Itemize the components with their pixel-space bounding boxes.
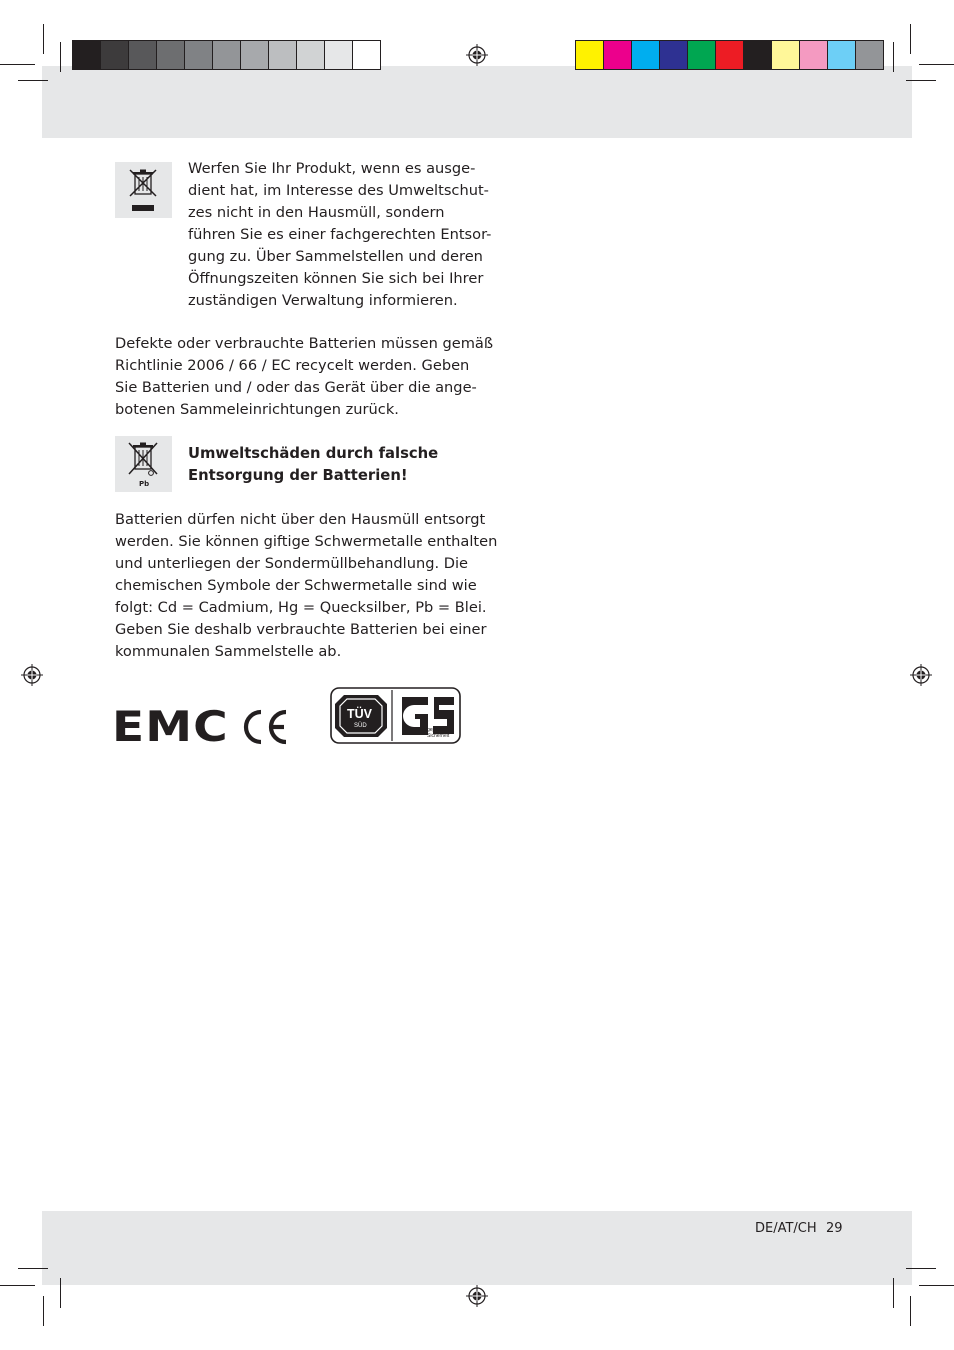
color-swatch bbox=[659, 40, 688, 70]
color-swatch bbox=[687, 40, 716, 70]
pb-label: Pb bbox=[139, 480, 150, 488]
crop-mark bbox=[919, 64, 954, 65]
color-swatch bbox=[72, 40, 101, 70]
registration-mark-icon bbox=[21, 664, 43, 686]
warning-title-line: Entsorgung der Batterien! bbox=[188, 467, 408, 484]
color-swatch bbox=[268, 40, 297, 70]
battery-warning-title bbox=[188, 443, 438, 487]
text-line: Richtlinie 2006 / 66 / EC recycelt werden. Geben bbox=[115, 357, 470, 374]
page-number: 29 bbox=[826, 1221, 843, 1236]
crop-mark bbox=[60, 1278, 61, 1308]
crop-mark bbox=[906, 80, 936, 81]
color-swatch bbox=[575, 40, 604, 70]
tuv-text: TÜV bbox=[347, 707, 372, 721]
grayscale-color-bar bbox=[72, 40, 380, 70]
color-swatch bbox=[296, 40, 325, 70]
color-swatch bbox=[603, 40, 632, 70]
color-swatch bbox=[855, 40, 884, 70]
text-line: zuständigen Verwaltung informieren. bbox=[188, 292, 458, 309]
battery-recycling-text bbox=[115, 333, 493, 421]
text-line: zes nicht in den Hausmüll, sondern bbox=[188, 204, 445, 221]
color-swatch bbox=[771, 40, 800, 70]
text-line: botenen Sammeleinrichtungen zurück. bbox=[115, 401, 399, 418]
crop-mark bbox=[0, 64, 35, 65]
gs-text bbox=[330, 687, 331, 688]
text-line: Geben Sie deshalb verbrauchte Batterien bei einer bbox=[115, 621, 487, 638]
crop-mark bbox=[0, 1285, 35, 1286]
ce-mark bbox=[240, 709, 290, 745]
crop-mark bbox=[910, 24, 911, 54]
text-line: führen Sie es einer fachgerechten Entsor- bbox=[188, 226, 492, 243]
disposal-icon-box bbox=[115, 162, 172, 218]
header-band bbox=[42, 66, 912, 138]
text-line: kommunalen Sammelstelle ab. bbox=[115, 643, 342, 660]
footer-region: DE/AT/CH bbox=[755, 1221, 817, 1236]
registration-mark-icon bbox=[910, 664, 932, 686]
color-swatch bbox=[184, 40, 213, 70]
text-line: und unterliegen der Sondermüllbehandlung. Die bbox=[115, 555, 469, 572]
text-line: Sie Batterien und / oder das Gerät über die ange- bbox=[115, 379, 477, 396]
crop-mark bbox=[60, 42, 61, 72]
battery-warning-icon-box bbox=[115, 436, 172, 492]
text-line: Öffnungszeiten können Sie sich bei Ihrer bbox=[188, 270, 484, 287]
tuv-gs-mark bbox=[330, 687, 461, 744]
disposal-text bbox=[188, 158, 491, 312]
process-color-bar bbox=[575, 40, 883, 70]
crossed-bin-icon bbox=[115, 162, 172, 218]
text-line: chemischen Symbole der Schwermetalle sind wie bbox=[115, 577, 477, 594]
color-swatch bbox=[352, 40, 381, 70]
gs-caption-2: Sicherheit bbox=[427, 733, 450, 739]
crop-mark bbox=[910, 1296, 911, 1326]
crop-mark bbox=[906, 1268, 936, 1269]
color-swatch bbox=[100, 40, 129, 70]
color-swatch bbox=[715, 40, 744, 70]
crop-mark bbox=[18, 1268, 48, 1269]
text-line: Batterien dürfen nicht über den Hausmüll entsorgt bbox=[115, 511, 486, 528]
crop-mark bbox=[893, 1278, 894, 1308]
color-swatch bbox=[324, 40, 353, 70]
registration-mark-icon bbox=[466, 44, 488, 66]
color-swatch bbox=[827, 40, 856, 70]
sud-text: SÜD bbox=[354, 723, 367, 729]
color-swatch bbox=[128, 40, 157, 70]
color-swatch bbox=[240, 40, 269, 70]
text-line: Defekte oder verbrauchte Batterien müssen gemäß bbox=[115, 335, 494, 352]
crop-mark bbox=[919, 1285, 954, 1286]
text-line: werden. Sie können giftige Schwermetalle enthalten bbox=[115, 533, 498, 550]
crop-mark bbox=[43, 1296, 44, 1326]
text-line: Werfen Sie Ihr Produkt, wenn es ausge- bbox=[188, 160, 476, 177]
heavy-metals-text bbox=[115, 509, 497, 663]
text-line: dient hat, im Interesse des Umweltschut- bbox=[188, 182, 489, 199]
color-swatch bbox=[631, 40, 660, 70]
crop-mark bbox=[893, 42, 894, 72]
color-swatch bbox=[156, 40, 185, 70]
color-swatch bbox=[212, 40, 241, 70]
ce-text: CE bbox=[240, 709, 242, 710]
text-line: folgt: Cd = Cadmium, Hg = Quecksilber, Pb = Blei. bbox=[115, 599, 487, 616]
crop-mark bbox=[43, 24, 44, 54]
text-line: gung zu. Über Sammelstellen und deren bbox=[188, 248, 483, 265]
registration-mark-icon bbox=[466, 1285, 488, 1307]
emc-mark: EMC bbox=[112, 702, 229, 751]
color-swatch bbox=[799, 40, 828, 70]
color-swatch bbox=[743, 40, 772, 70]
warning-title-line: Umweltschäden durch falsche bbox=[188, 445, 439, 462]
gs-caption-1: geprüfte bbox=[427, 727, 446, 733]
crop-mark bbox=[18, 80, 48, 81]
